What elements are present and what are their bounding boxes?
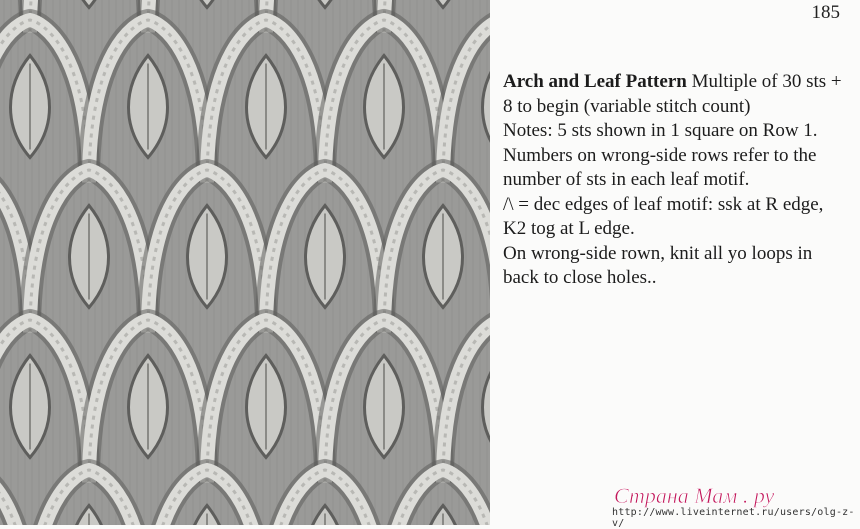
watermark-text: Страна Мам . ру xyxy=(614,483,775,508)
leaf-motif xyxy=(483,56,491,158)
footer-url: http://www.liveinternet.ru/users/olg-z-v/ xyxy=(612,507,855,529)
site-watermark-logo xyxy=(614,482,846,510)
pattern-dec-edges: /\ = dec edges of leaf motif: ssk at R edge, K2 tog at L edge. xyxy=(503,193,824,239)
pattern-title: Arch and Leaf Pattern xyxy=(503,71,687,92)
pattern-wrong-side: On wrong-side rown, knit all yo loops in back to close holes.. xyxy=(503,242,813,288)
leaf-motif xyxy=(483,356,491,458)
pattern-notes: Notes: 5 sts shown in 1 square on Row 1. Numbers on wrong-side rows refer to the number of sts in each leaf motif. xyxy=(503,120,818,190)
leaf-motif xyxy=(424,0,463,8)
pattern-description xyxy=(503,70,848,291)
pattern-intro: Multiple of 30 sts + 8 to begin (variable stitch count) xyxy=(503,71,842,117)
page-number: 185 xyxy=(811,2,840,23)
leaf-motif xyxy=(70,0,109,8)
pattern-intro-paragraph xyxy=(503,70,848,119)
leaf-motif xyxy=(306,0,345,8)
